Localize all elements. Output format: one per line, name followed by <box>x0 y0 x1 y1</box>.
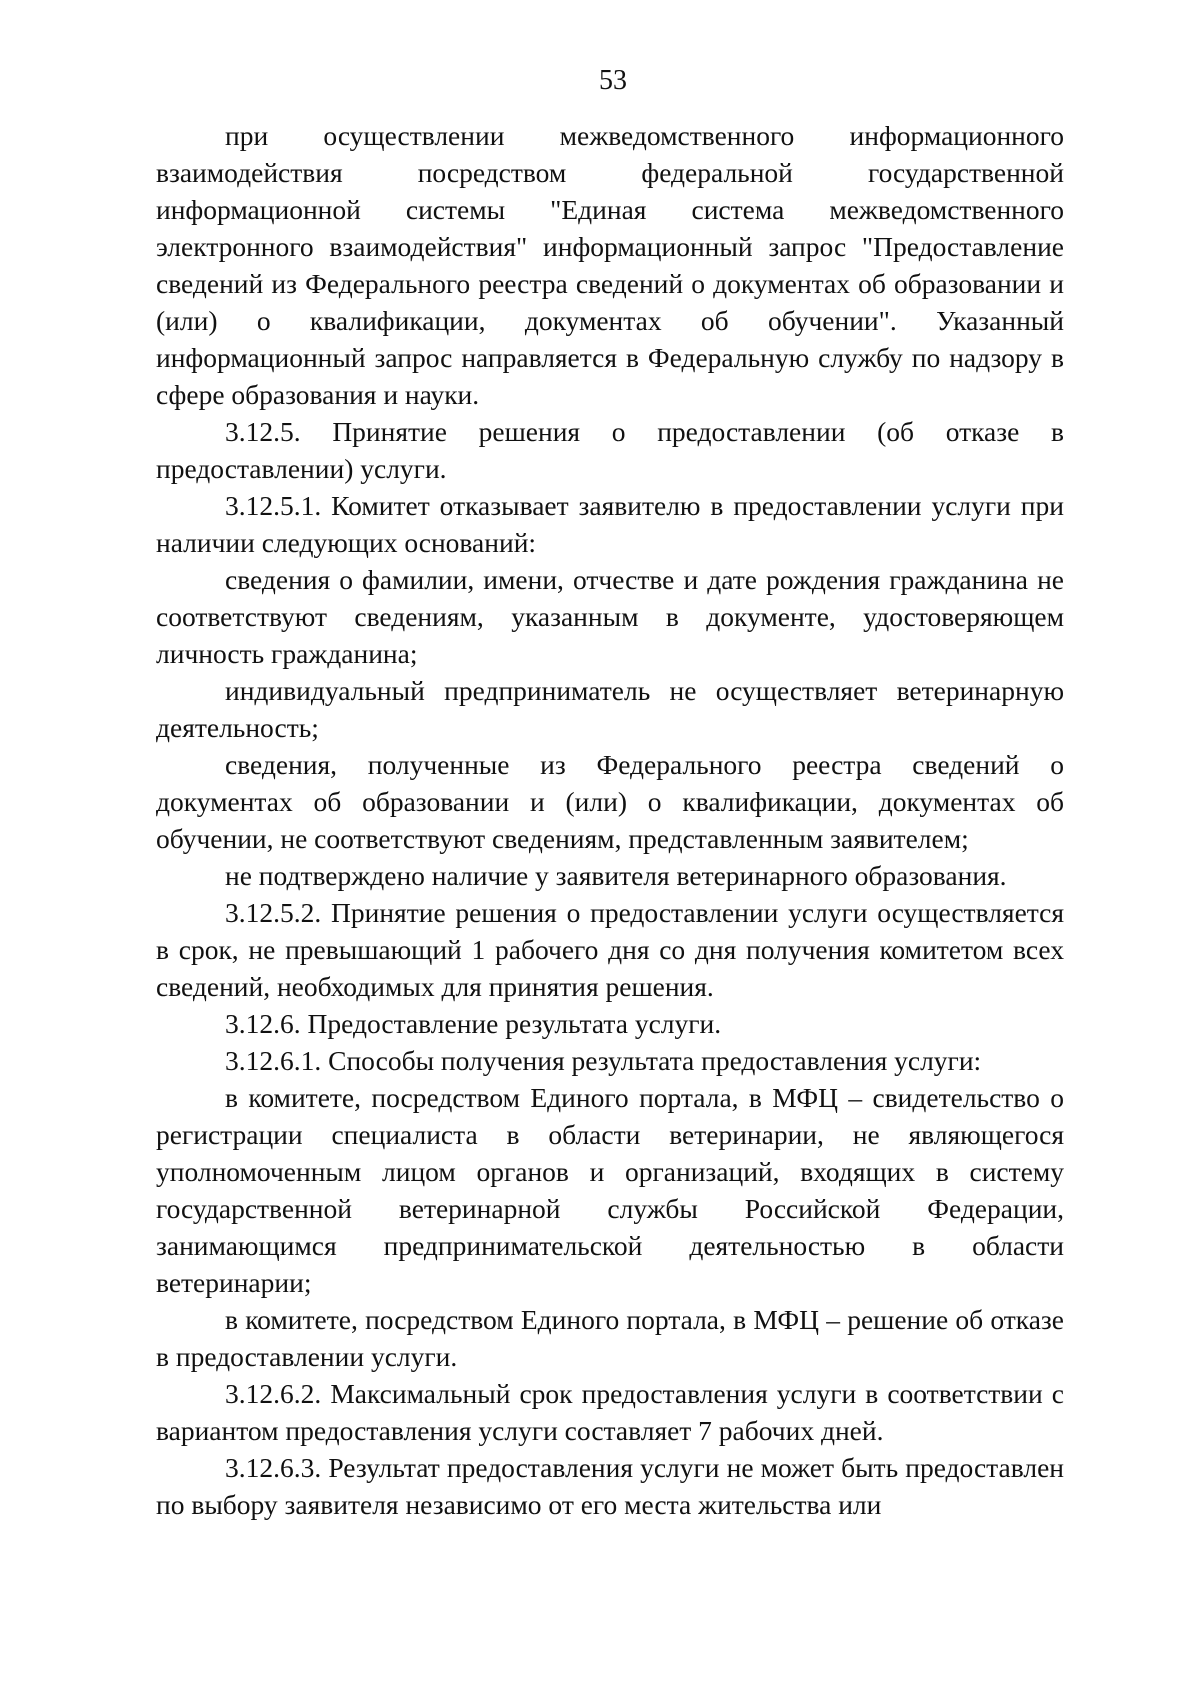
document-body <box>156 117 1064 1523</box>
page-number: 53 <box>599 65 627 96</box>
paragraph-ground-no-vet-activity: индивидуальный предприниматель не осуществляет ветеринарную деятельность; <box>156 675 1064 743</box>
paragraph-3-12-6: 3.12.6. Предоставление результата услуги. <box>225 1008 722 1039</box>
paragraph-3-12-5: 3.12.5. Принятие решения о предоставлении (об отказе в предоставлении) услуги. <box>156 416 1064 484</box>
paragraph-ground-registry-mismatch: сведения, полученные из Федерального реестра сведений о документах об образовании и (или) о квалификации, документах об обучении, не соответствуют сведениям, представленным заявителем; <box>156 749 1064 854</box>
paragraph-3-12-6-3: 3.12.6.3. Результат предоставления услуги не может быть предоставлен по выбору заявителя независимо от его места жительства или <box>156 1452 1064 1520</box>
paragraph-ground-no-education: не подтверждено наличие у заявителя ветеринарного образования. <box>225 860 1007 891</box>
paragraph-3-12-5-2: 3.12.5.2. Принятие решения о предоставлении услуги осуществляется в срок, не превышающий 1 рабочего дня со дня получения комитетом всех сведений, необходимых для принятия решения. <box>156 897 1064 1002</box>
paragraph-ground-name-mismatch: сведения о фамилии, имени, отчестве и дате рождения гражданина не соответствуют сведениям, указанным в документе, удостоверяющем личность гражданина; <box>156 564 1064 669</box>
paragraph-interagency-request: при осуществлении межведомственного информационного взаимодействия посредством федеральной государственной информационной системы "Единая система межведомственного электронного взаимодействия" информационный запрос "Предоставление сведений из Федерального реестра сведений о документах об образовании и (или) о квалификации, документах об обучении". Указанный информационный запрос направляется в Федеральную службу по надзору в сфере образования и науки. <box>156 120 1064 410</box>
paragraph-3-12-6-2: 3.12.6.2. Максимальный срок предоставления услуги в соответствии с вариантом предоставления услуги составляет 7 рабочих дней. <box>156 1378 1064 1446</box>
paragraph-3-12-5-1: 3.12.5.1. Комитет отказывает заявителю в предоставлении услуги при наличии следующих оснований: <box>156 490 1064 558</box>
paragraph-result-certificate: в комитете, посредством Единого портала, в МФЦ – свидетельство о регистрации специалиста в области ветеринарии, не являющегося уполномоченным лицом органов и организаций, входящих в систему государственной ветеринарной службы Российской Федерации, занимающимся предпринимательской деятельностью в области ветеринарии; <box>156 1082 1064 1298</box>
paragraph-3-12-6-1: 3.12.6.1. Способы получения результата предоставления услуги: <box>225 1045 982 1076</box>
paragraph-result-refusal: в комитете, посредством Единого портала, в МФЦ – решение об отказе в предоставлении услуги. <box>156 1304 1064 1372</box>
